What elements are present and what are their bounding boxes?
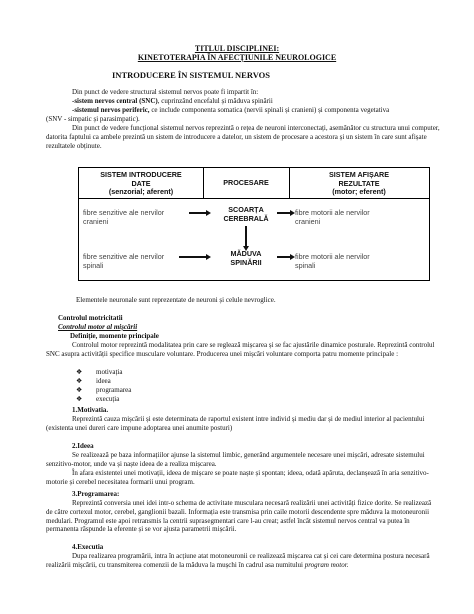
arrow-spinal-to-output [277, 256, 291, 258]
snv-line: (SNV - simpatic și parasimpatic). [46, 115, 140, 123]
list-item-text: ideea [96, 377, 111, 385]
execution-text: Dupa realizarea programării, intra în acțiune atat motoneuronii ce realizează mișcarea cat și cei care determina postura necesară realizării mișcării, cu transmiterea comenzii de la măduva la mușchi în cadrul asa numitului [46, 552, 430, 569]
arrow-cortex-to-output [277, 212, 291, 214]
diagram-col-divider-2 [289, 168, 290, 198]
intro-paragraph-1: Din punct de vedere structural sistemul nervos poate fi impartit în: [72, 88, 259, 96]
motor-control-paragraph: Controlul motor reprezintă modalitatea prin care se reglează mișcarea și se fac ajustările dinamice posturale. Reprezintă controlul SNC asupra activității specifice musculare voluntare. Producerea unei mișcări voluntare comporta patru momente principale : [46, 341, 435, 358]
program-motor-term: program motor. [304, 560, 349, 569]
intro-paragraph-2: Din punct de vedere funcțional sistemul nervos reprezintă o rețea de neuroni interconectați, asemănător cu structura unui computer, datorita faptului ca ambele prezintă un sistem de introducere a datelor, un sistem de procesare a acestora și un sistem în care sunt afișate rezultatele obținute. [46, 124, 440, 150]
process-cortex-line2: CEREBRALĂ [223, 213, 269, 223]
idea-paragraph-1: Se realizează pe baza informațiilor ajunse la sistemul limbic, generând argumentele necesare unei mișcări, adresate sistemului senzitivo-motor, unde va și naște ideea de a realiza mișcarea. [46, 451, 425, 468]
section-title-execution: 4.Executia [72, 543, 104, 551]
header-input-line3: (senzorial; aferent) [108, 187, 174, 196]
list-item [76, 368, 122, 376]
arrow-input-to-cortex [189, 212, 207, 214]
section-title-idea: 2.Ideea [72, 442, 94, 450]
process-spinal-cord [209, 250, 283, 267]
diagram-col-divider-1 [203, 168, 204, 198]
bullet-icon: ❖ [76, 377, 83, 385]
section-title-programming: 3.Programarea: [72, 490, 120, 498]
snp-line [72, 106, 442, 115]
output-spinal-line2: spinali [295, 261, 316, 270]
snc-line [72, 97, 432, 106]
discipline-name: KINETOTERAPIA ÎN AFECȚIUNILE NEUROLOGICE [137, 53, 337, 62]
list-item [76, 395, 119, 403]
bullet-icon: ❖ [76, 386, 83, 394]
idea-paragraph-2: În afara existentei unei motivații, ideea de mișcare se poate naște și spontan; ideea, odată apăruta, declanșează în aria senzitivo- motorie și cerebel necesitatea formarii unui program. [46, 469, 429, 486]
programming-paragraph: Reprezintă conversia unei idei intr-o schema de activitate musculara necesară realizării unei activități fizice dorite. Se realizează de către cortexul motor, cerebel, ganglionii bazali. Informația este transmisa prin caile motorii descendente spre măduva la motoneuronii medulari. Programul este apoi retransmis la centrii suprasegmentari care l-au creat; astfel încât sistemul nervos central va putea în permanenta răspunde la eferente și se vor ajusta parametrii mișcării. [46, 499, 432, 534]
output-cranial-line2: cranieni [295, 217, 321, 226]
list-item [76, 386, 131, 394]
arrow-cortex-to-spinal [245, 226, 247, 246]
input-cranial-line1: fibre senzitive ale nervilor [83, 208, 165, 217]
arrow-input-to-spinal [179, 256, 207, 258]
list-item-text: motivația [96, 368, 123, 376]
list-item-text: programarea [96, 386, 132, 394]
snc-text: , cuprinzând encefalul și măduva spinării [157, 97, 273, 105]
header-output-line2: REZULTATE [338, 178, 380, 188]
motivation-paragraph: Reprezintă cauza mișcării și este determinata de raportul existent intre individ și mediu dar și de mediul interior al pacientului (existenta unei dureri care impune adoptarea unei anumite posturi) [46, 415, 425, 432]
output-spinal [295, 252, 427, 270]
snp-label: -sistemul nervos periferic, [72, 106, 150, 114]
output-spinal-line1: fibre motorii ale nervilor [295, 252, 370, 261]
process-spinal-line1: MĂDUVA [230, 249, 262, 258]
diagram-row-divider [79, 198, 429, 199]
execution-paragraph [46, 552, 436, 570]
output-cranial [295, 208, 427, 226]
motor-control-subtitle: Controlul motor al mișcării [58, 323, 138, 331]
header-output-line3: (motor; eferent) [332, 187, 386, 196]
list-item-text: execuția [96, 395, 120, 403]
header-output-system [291, 171, 427, 197]
input-cranial [83, 208, 199, 226]
header-input-line2: DATE [131, 178, 151, 188]
section-title-motivation: 1.Motivatia. [72, 406, 109, 414]
input-spinal-line2: spinali [83, 261, 104, 270]
section-title-intro: INTRODUCERE ÎN SISTEMUL NERVOS [112, 70, 270, 80]
list-item [76, 377, 111, 385]
discipline-title: TITLUL DISCIPLINEI: [194, 44, 280, 53]
process-spinal-line2: SPINĂRII [230, 257, 262, 267]
neural-elements-line: Elementele neuronale sunt reprezentate de neuroni și celule nevroglice. [76, 296, 276, 304]
input-spinal-line1: fibre senzitive ale nervilor [83, 252, 165, 261]
output-cranial-line1: fibre motorii ale nervilor [295, 208, 370, 217]
process-cortex-line1: SCOARȚA [228, 205, 264, 214]
input-cranial-line2: cranieni [83, 217, 109, 226]
header-output-line1: SISTEM AFIȘARE [328, 170, 390, 179]
definition-heading: Definiție, momente principale [70, 332, 159, 340]
process-cortex [209, 206, 283, 223]
bullet-icon: ❖ [76, 368, 83, 376]
nervous-system-diagram [78, 167, 430, 281]
snp-text: ce include componenta somatica (nervii spinali și cranieni) și componenta vegetativa [149, 106, 390, 114]
header-input-line1: SISTEM INTRODUCERE [100, 170, 182, 179]
header-processing: PROCESARE [223, 178, 269, 187]
header-input-system [83, 171, 199, 197]
section-title-motor-control: Controlul motricitatii [58, 314, 123, 322]
snc-label: -sistem nervos central (SNC) [72, 97, 158, 105]
input-spinal [83, 252, 199, 270]
bullet-icon: ❖ [76, 395, 83, 403]
